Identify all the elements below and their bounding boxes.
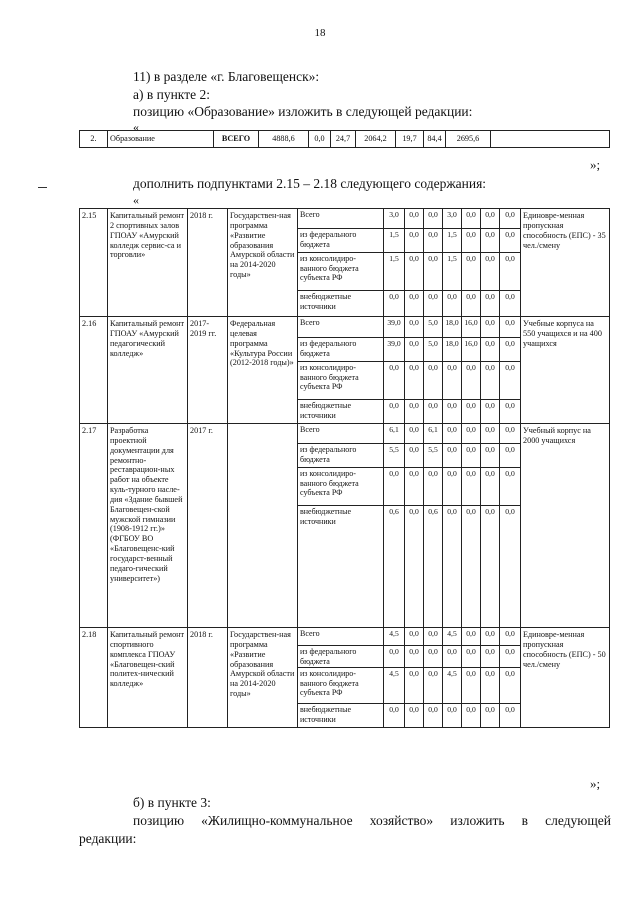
funding-value: 0,0 [405,468,424,506]
funding-value: 0,0 [462,444,481,468]
funding-value: 0,0 [500,400,521,424]
item-b-heading: б) в пункте 3: [133,795,211,810]
funding-source: из федерального бюджета [298,338,384,362]
funding-value: 6,1 [424,424,443,444]
project-number: 2.18 [80,628,108,728]
project-program: Государствен-ная программа «Развитие образования Амурской области на 2014-2020 годы» [228,209,298,317]
funding-value: 0,0 [462,646,481,668]
funding-value: 0,0 [405,628,424,646]
funding-value: 0,0 [500,229,521,253]
funding-value: 5,0 [424,338,443,362]
opening-quote: « [133,120,139,134]
funding-value: 16,0 [462,317,481,338]
project-row [80,317,610,338]
funding-value: 0,0 [462,704,481,728]
project-result: Единовре-менная пропускная способность (ЕПС) - 35 чел./смену [521,209,610,317]
page-number: 18 [314,27,326,39]
funding-value: 6,1 [384,424,405,444]
funding-value: 0,0 [443,468,462,506]
funding-source: Всего [298,209,384,229]
row-value: 19,7 [396,131,424,148]
project-row [80,424,610,444]
funding-value: 0,0 [405,646,424,668]
margin-dash [38,187,47,188]
projects-table [79,208,610,728]
project-name: Капитальный ремонт 2 спортивных залов ГПОАУ «Амурский колледж сервис-са и торговли» [108,209,188,317]
funding-value: 0,0 [424,400,443,424]
row-value: 2064,2 [356,131,396,148]
funding-value: 0,0 [481,424,500,444]
funding-value: 0,0 [481,646,500,668]
funding-value: 0,0 [462,506,481,628]
funding-value: 0,0 [500,628,521,646]
funding-value: 0,0 [405,253,424,291]
funding-source: из консолидиро-ванного бюджета субъекта РФ [298,253,384,291]
item-11-heading: 11) в разделе «г. Благовещенск»: [133,69,320,84]
funding-value: 39,0 [384,338,405,362]
row-value: 24,7 [331,131,356,148]
project-result: Учебный корпус на 2000 учащихся [521,424,610,628]
funding-value: 0,0 [462,424,481,444]
funding-value: 0,0 [500,468,521,506]
funding-value: 0,0 [500,362,521,400]
project-period: 2018 г. [188,209,228,317]
closing-quote-2: »; [590,776,601,791]
project-result: Единовре-менная пропускная способность (ЕПС) - 50 чел./смену [521,628,610,728]
funding-value: 0,0 [481,362,500,400]
funding-source: внебюджетные источники [298,704,384,728]
funding-source: Всего [298,317,384,338]
position-education-text: позицию «Образование» изложить в следующей редакции: [133,104,473,119]
funding-value: 0,0 [405,668,424,704]
funding-value: 16,0 [462,338,481,362]
funding-value: 0,0 [481,291,500,317]
funding-value: 4,5 [384,628,405,646]
funding-value: 5,0 [424,317,443,338]
education-row-table [79,130,610,148]
funding-value: 0,0 [481,317,500,338]
project-program [228,424,298,628]
row-value: 2695,6 [446,131,491,148]
row-name: Образование [108,131,214,148]
funding-value: 0,0 [405,209,424,229]
row-value: 4888,6 [259,131,309,148]
row-total-label: ВСЕГО [214,131,259,148]
funding-value: 4,5 [443,668,462,704]
funding-value: 0,0 [500,444,521,468]
funding-source: Всего [298,628,384,646]
position-housing-text: позицию «Жилищно-коммунальное хозяйство» изложить в следующей [133,813,611,828]
funding-value: 0,0 [384,291,405,317]
project-number: 2.16 [80,317,108,424]
funding-value: 0,0 [405,362,424,400]
funding-value: 0,0 [443,400,462,424]
row-number: 2. [80,131,108,148]
funding-source: из консолидиро-ванного бюджета субъекта РФ [298,668,384,704]
funding-value: 0,0 [405,444,424,468]
funding-value: 1,5 [384,253,405,291]
funding-value: 0,0 [424,291,443,317]
funding-value: 0,0 [443,506,462,628]
education-row [80,131,610,148]
funding-source: внебюджетные источники [298,400,384,424]
funding-value: 0,0 [405,424,424,444]
project-name: Разработка проектной документации для ремонтно-реставрацион-ных работ на объекте куль-турного насле-дия «Здание бывшей Благовещен-ской мужской гимназии (1908-1912 гг.)» (ФГБОУ ВО «Благовещенс-кий государст-венный педаго-гический университет») [108,424,188,628]
funding-value: 0,0 [424,668,443,704]
funding-value: 0,0 [500,317,521,338]
funding-value: 0,0 [462,668,481,704]
funding-value: 5,5 [424,444,443,468]
funding-value: 0,0 [405,291,424,317]
funding-value: 0,0 [500,253,521,291]
funding-value: 0,0 [481,400,500,424]
funding-value: 3,0 [443,209,462,229]
funding-value: 0,0 [384,362,405,400]
funding-value: 0,0 [443,704,462,728]
project-result: Учебные корпуса на 550 учащихся и на 400 учащихся [521,317,610,424]
row-value: 84,4 [424,131,446,148]
project-period: 2017-2019 гг. [188,317,228,424]
funding-value: 0,6 [384,506,405,628]
supplement-text: дополнить подпунктами 2.15 – 2.18 следующего содержания: [133,176,487,191]
project-name: Капитальный ремонт спортивного комплекса ГПОАУ «Благовещен-ский политех-нический колледж» [108,628,188,728]
funding-value: 0,0 [500,338,521,362]
funding-value: 0,6 [424,506,443,628]
funding-value: 1,5 [384,229,405,253]
funding-value: 0,0 [424,646,443,668]
funding-value: 3,0 [384,209,405,229]
funding-value: 0,0 [424,229,443,253]
funding-value: 0,0 [424,253,443,291]
funding-value: 0,0 [481,253,500,291]
funding-value: 0,0 [384,704,405,728]
funding-value: 0,0 [500,646,521,668]
funding-value: 0,0 [481,229,500,253]
project-row [80,209,610,229]
closing-quote-1: »; [590,157,601,172]
funding-value: 5,5 [384,444,405,468]
funding-value: 18,0 [443,338,462,362]
funding-value: 0,0 [462,628,481,646]
funding-value: 0,0 [424,704,443,728]
project-period: 2017 г. [188,424,228,628]
funding-value: 0,0 [462,362,481,400]
funding-source: из федерального бюджета [298,229,384,253]
funding-value: 0,0 [500,291,521,317]
funding-value: 0,0 [443,646,462,668]
funding-value: 0,0 [500,668,521,704]
funding-source: из консолидиро-ванного бюджета субъекта РФ [298,362,384,400]
funding-value: 0,0 [424,209,443,229]
funding-source: внебюджетные источники [298,291,384,317]
funding-value: 0,0 [384,400,405,424]
funding-value: 0,0 [443,424,462,444]
funding-value: 0,0 [462,209,481,229]
funding-value: 18,0 [443,317,462,338]
funding-value: 0,0 [481,468,500,506]
project-number: 2.17 [80,424,108,628]
funding-value: 1,5 [443,253,462,291]
funding-value: 0,0 [481,704,500,728]
funding-value: 4,5 [384,668,405,704]
funding-value: 0,0 [500,704,521,728]
funding-value: 0,0 [481,338,500,362]
funding-source: из федерального бюджета [298,646,384,668]
funding-value: 0,0 [462,291,481,317]
project-row [80,628,610,646]
funding-value: 0,0 [481,444,500,468]
project-period: 2018 г. [188,628,228,728]
item-a-heading: а) в пункте 2: [133,87,210,102]
funding-value: 0,0 [481,668,500,704]
project-program: Государствен-ная программа «Развитие образования Амурской области на 2014-2020 годы» [228,628,298,728]
position-housing-text-end: редакции: [79,831,137,846]
funding-value: 0,0 [405,229,424,253]
funding-value: 0,0 [405,506,424,628]
funding-value: 0,0 [462,468,481,506]
funding-source: Всего [298,424,384,444]
funding-value: 0,0 [462,253,481,291]
funding-value: 0,0 [462,229,481,253]
funding-value: 0,0 [405,317,424,338]
project-program: Федеральная целевая программа «Культура России (2012-2018 годы)» [228,317,298,424]
funding-value: 39,0 [384,317,405,338]
funding-value: 0,0 [384,468,405,506]
funding-value: 0,0 [481,506,500,628]
funding-value: 0,0 [443,444,462,468]
funding-value: 0,0 [500,506,521,628]
funding-value: 0,0 [481,628,500,646]
opening-quote-2: « [133,193,139,207]
funding-value: 0,0 [424,468,443,506]
funding-value: 0,0 [405,400,424,424]
funding-value: 0,0 [384,646,405,668]
funding-value: 0,0 [481,209,500,229]
project-number: 2.15 [80,209,108,317]
funding-value: 0,0 [500,424,521,444]
project-name: Капитальный ремонт ГПОАУ «Амурский педагогический колледж» [108,317,188,424]
funding-value: 1,5 [443,229,462,253]
row-value: 0,0 [309,131,331,148]
funding-value: 0,0 [424,362,443,400]
funding-source: из консолидиро-ванного бюджета субъекта РФ [298,468,384,506]
funding-source: из федерального бюджета [298,444,384,468]
funding-value: 0,0 [443,291,462,317]
funding-value: 0,0 [462,400,481,424]
row-empty-cell [491,131,610,148]
funding-value: 0,0 [405,704,424,728]
funding-value: 4,5 [443,628,462,646]
funding-value: 0,0 [443,362,462,400]
funding-source: внебюджетные источники [298,506,384,628]
funding-value: 0,0 [424,628,443,646]
funding-value: 0,0 [500,209,521,229]
funding-value: 0,0 [405,338,424,362]
